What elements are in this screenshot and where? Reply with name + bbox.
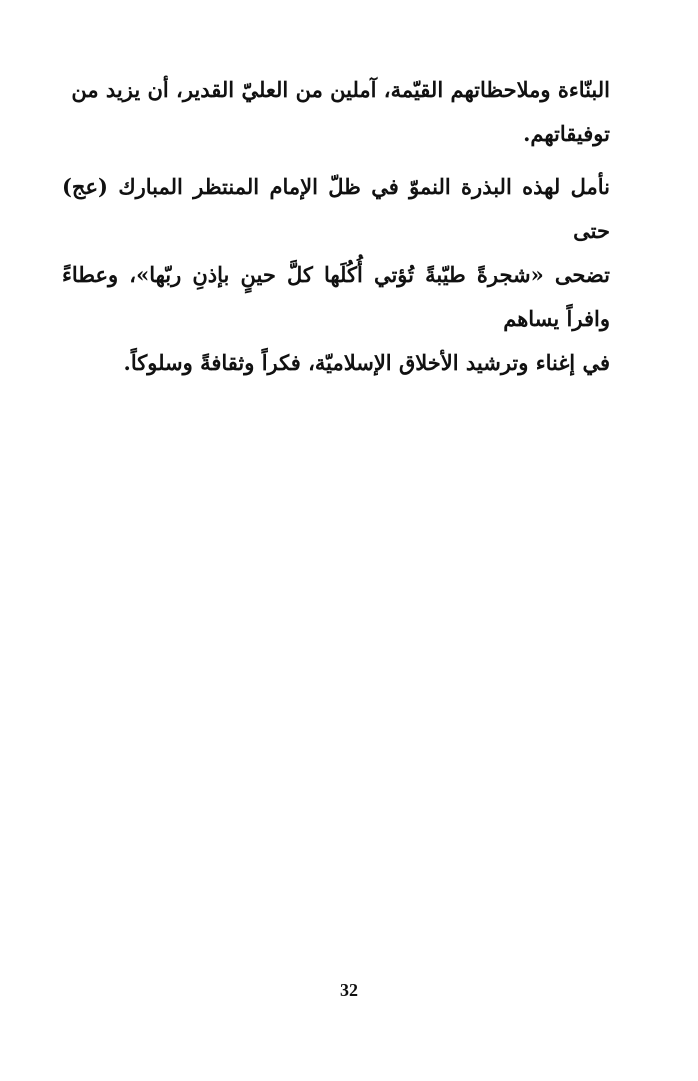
page-number: 32 [340, 980, 358, 1000]
paragraph-1: البنّاءة وملاحظاتهم القيّمة، آملين من العليّ القدير، أن يزيد من توفيقاتهم. [71, 77, 610, 146]
body-text [62, 68, 610, 385]
paragraph-2: نأمل لهذه البذرة النموّ في ظلّ الإمام المنتظر المبارك (عج) حتى تضحى «شجرةً طيّبةً تُؤتي أُكُلَها كلَّ حينٍ بإذنِ ربّها»، وعطاءً وافراً يساهم في إغناء وترشيد الأخلاق الإسلاميّة، فكراً وثقافةً وسلوكاً. [62, 174, 610, 375]
